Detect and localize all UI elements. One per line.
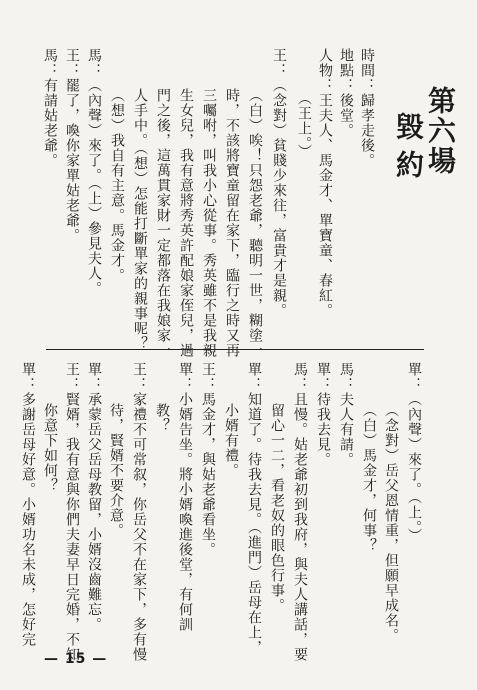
bottom-col-12: 教？	[154, 403, 170, 433]
top-col-12: （想）我自有主意。馬金才。	[109, 88, 125, 283]
bottom-col-13: 王：家禮不可常叙，你岳父不在家下，多有慢	[131, 362, 147, 662]
bottom-col-10: 王：馬金才，與姑老爺看坐。	[200, 362, 216, 557]
bottom-col-2: （念對）岳父恩情重，但願早成名。	[383, 403, 399, 643]
bottom-col-9: 小婿有禮。	[223, 403, 239, 478]
bottom-col-3: （白）馬金才，何事？	[361, 403, 377, 553]
top-col-9: 生女兒，我有意將秀英許配娘家侄兒，過	[178, 88, 194, 358]
scene-title-main: 第六場	[424, 86, 457, 176]
top-col-11: 人手中。（想）怎能打斷單家的親事呢？	[132, 88, 148, 351]
bottom-col-14: 待，賢婿不要介意。	[108, 403, 124, 538]
top-col-15: 馬：有請姑老爺。	[42, 48, 58, 168]
bottom-col-11: 單：小婿告坐。將小婿喚進後堂，有何訓	[177, 362, 193, 632]
top-col-5: 王：（念對）貧賤少來往，富貴才是親。	[271, 48, 287, 318]
top-col-8: 三囑咐，叫我小心從事。秀英雖不是我親	[201, 88, 217, 358]
bottom-col-17: 你意下如何？	[42, 403, 58, 493]
bottom-col-15: 單：承蒙岳父岳母教留，小婿沒齒難忘。	[86, 362, 102, 632]
bottom-col-16: 王：賢婿，我有意與你們夫妻早日完婚，不知	[64, 362, 80, 662]
bottom-col-6: 馬：且慢。姑老爺初到我府，與夫人講話，要	[292, 362, 308, 662]
bottom-col-7: 留心一二，看老奴的眼色行事。	[269, 403, 285, 613]
top-col-14: 王：罷了，喚你家單姑老爺。	[64, 48, 80, 243]
top-col-4: （王上。）	[296, 91, 312, 159]
page-number: — 15 —	[44, 651, 108, 667]
top-col-7: 時，不該將寶童留在家下，臨行之時又再	[224, 88, 240, 358]
top-col-2: 地點：後堂。	[338, 48, 354, 138]
bottom-col-8: 單：知道了。待我去見。（進門）岳母在上，	[246, 362, 262, 655]
top-col-3: 人物：王夫人、馬金才、單寶童、春紅。	[317, 48, 333, 318]
bottom-col-4: 馬：夫人有請。	[338, 362, 354, 467]
top-col-1: 時間：歸孝走後。	[359, 48, 375, 168]
bottom-col-18: 單：多謝岳母好意。小婿功名未成，怎好完	[20, 362, 36, 647]
bottom-col-1: 單：（內聲）來了。（上。）	[406, 362, 422, 543]
bottom-col-5: 單：待我去見。	[315, 362, 331, 467]
top-col-6: （白）唉！只怨老爺，聽明一世，糊塗一	[247, 88, 263, 358]
scene-title	[392, 86, 456, 188]
scene-title-sub: 毀約	[392, 112, 425, 188]
section-divider	[46, 349, 424, 350]
top-col-13: 馬：（內聲）來了。（上）參見夫人。	[86, 48, 102, 296]
top-col-10: 門之後，這萬貫家財一定都落在我娘家一	[155, 88, 171, 358]
